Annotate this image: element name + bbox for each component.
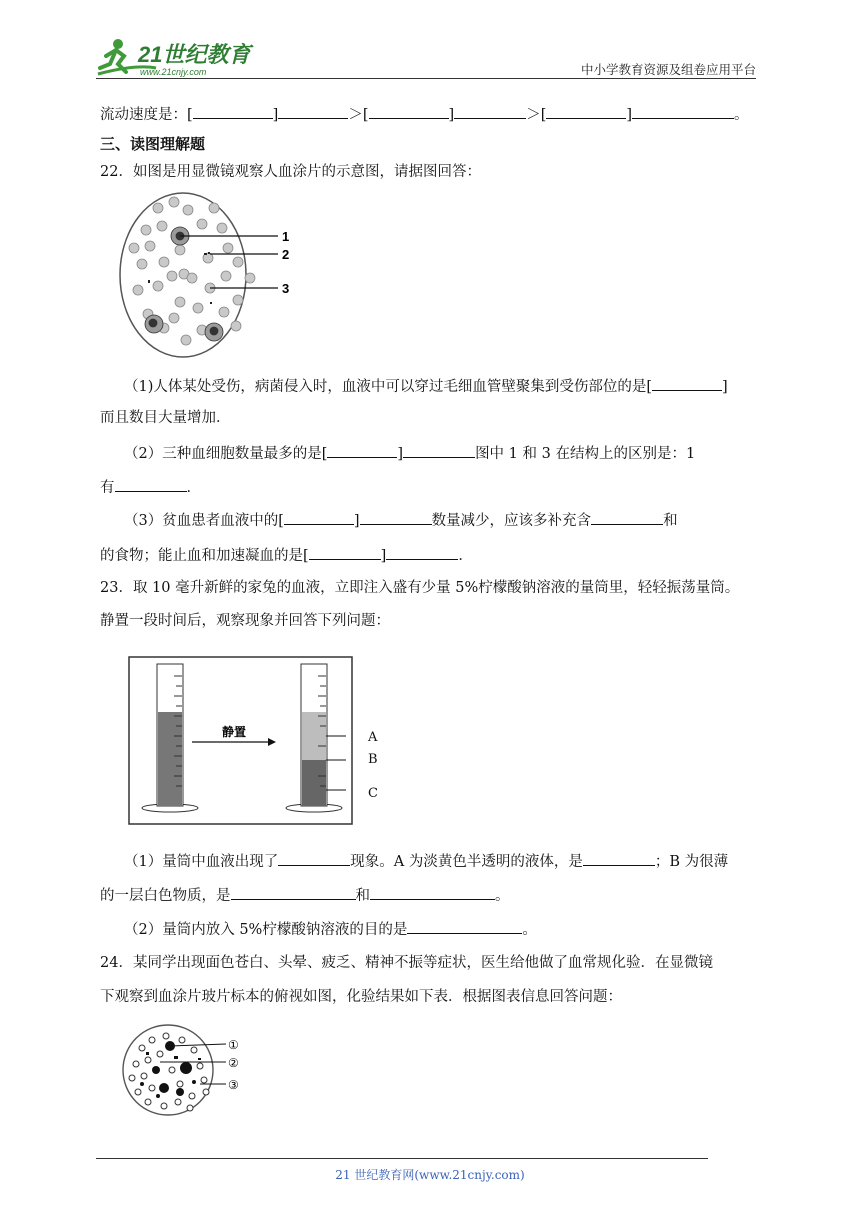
q22-p3-cont: 的食物；能止血和加速凝血的是[ ] ． (100, 545, 473, 566)
q22-p2: （2）三种血细胞数量最多的是[ ] 图中 1 和 3 在结构上的区别是：1 (124, 443, 695, 464)
cylinder-figure (128, 656, 378, 830)
blood-smear-2-svg (120, 1022, 250, 1118)
blood-smear-figure-2 (120, 1022, 250, 1122)
q23-stem-1: 23．取 10 毫升新鲜的家兔的血液，立即注入盛有少量 5%柠檬酸钠溶液的量筒里，轻轻振荡量筒。 (100, 580, 740, 596)
header-divider (96, 78, 756, 79)
smear-label-1: 1 (282, 229, 290, 244)
cylinder-label-a: A (368, 730, 378, 745)
q23-p2: （2）量筒内放入 5%柠檬酸钠溶液的目的是 。 (124, 919, 537, 940)
footer-divider (96, 1158, 708, 1159)
blood-smear-svg (118, 190, 298, 365)
smear-label-3: 3 (282, 281, 290, 296)
q21-flow-speed-line: 流动速度是：[ ] ＞[ ] ＞[ ] 。 (100, 104, 749, 125)
blood-smear-figure (118, 190, 298, 369)
q23-stem-2: 静置一段时间后，观察现象并回答下列问题： (100, 613, 390, 629)
q24-stem-1: 24．某同学出现面色苍白、头晕、疲乏、精神不振等症状，医生给他做了血常规化验．在显微镜 (100, 955, 713, 971)
smear2-label-1: ① (228, 1038, 239, 1052)
smear2-label-2: ② (228, 1056, 239, 1070)
cylinder-label-c: C (368, 786, 378, 801)
cylinder-label-b: B (368, 752, 378, 767)
smear2-label-3: ③ (228, 1078, 239, 1092)
smear-label-2: 2 (282, 247, 290, 262)
q23-p1: （1）量筒中血液出现了 现象。A 为淡黄色半透明的液体，是 ；B 为很薄 (124, 851, 728, 872)
site-logo (96, 34, 276, 80)
arrow-label: 静置 (222, 725, 247, 739)
runner-logo-icon (96, 34, 276, 80)
q22-p3: （3）贫血患者血液中的[ ] 数量减少，应该多补充含 和 (124, 510, 678, 531)
logo-url: www.21cnjy.com (140, 67, 207, 77)
q22-p1: （1)人体某处受伤，病菌侵入时，血液中可以穿过毛细血管壁聚集到受伤部位的是[ ] (124, 376, 728, 397)
q23-p1-cont: 的一层白色物质，是 和 。 (100, 885, 510, 906)
logo-text: 21世纪教育 (138, 42, 251, 67)
q22-p1-cont: 而且数目大量增加． (100, 410, 231, 426)
cylinder-svg (128, 656, 354, 826)
q22-p2-cont: 有 ． (100, 477, 201, 498)
q22-stem: 22．如图是用显微镜观察人血涂片的示意图，请据图回答： (100, 164, 481, 180)
section-title: 三、读图理解题 (100, 135, 206, 153)
platform-name: 中小学教育资源及组卷应用平台 (580, 62, 756, 77)
footer-text: 21 世纪教育网(www.21cnjy.com) (335, 1168, 525, 1182)
q24-stem-2: 下观察到血涂片玻片标本的俯视如图，化验结果如下表．根据图表信息回答问题： (100, 989, 622, 1005)
